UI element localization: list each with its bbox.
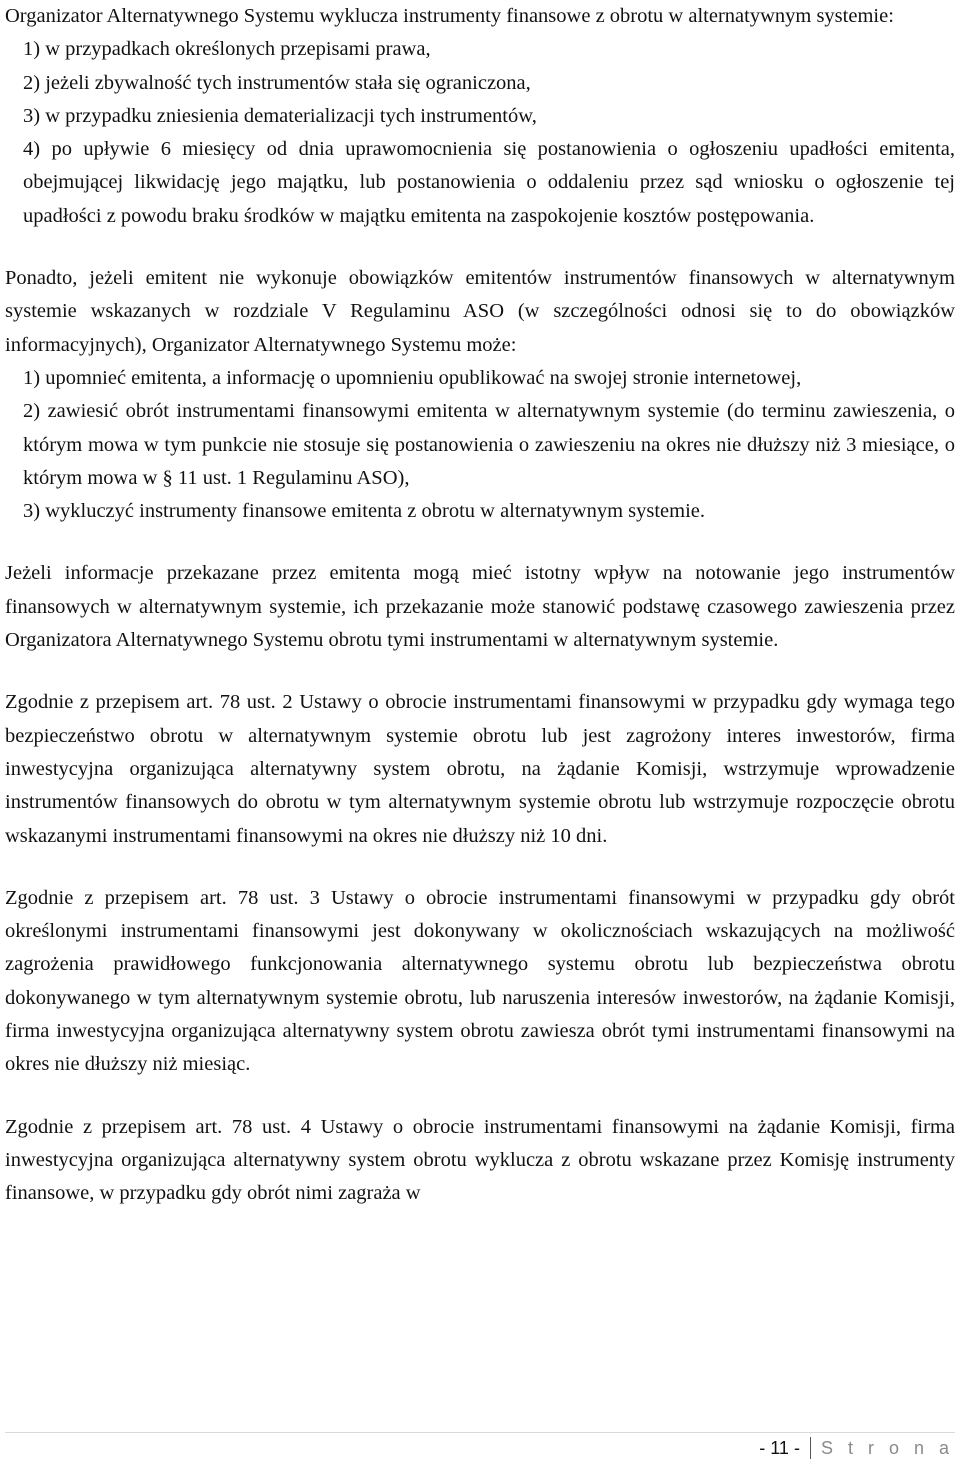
paragraph-art78-ust3: Zgodnie z przepisem art. 78 ust. 3 Ustawy o obrocie instrumentami finansowymi w przypadku gdy obrót określonymi instrumentami finansowymi jest dokonywany w okolicznościach wskazujących na możliwość zagrożenia prawidłowego funkcjonowania alternatywnego systemu obrotu lub bezpieczeństwa obrotu dokonywanego w tym alternatywnym systemie obrotu, lub naruszenia interesów inwestorów, na żądanie Komisji, firma inwestycyjna organizująca alternatywny system obrotu zawiesza obrót tymi instrumentami finansowymi na okres nie dłuższy niż miesiąc.	[5, 886, 955, 1076]
paragraph-art78-ust4: Zgodnie z przepisem art. 78 ust. 4 Ustawy o obrocie instrumentami finansowymi na żądanie Komisji, firma inwestycyjna organizująca alternatywny system obrotu wyklucza z obrotu wskazane przez Komisję instrumenty finansowe, w przypadku gdy obrót nimi zagraża w	[5, 1115, 955, 1205]
list-item: 4) po upływie 6 miesięcy od dnia uprawomocnienia się postanowienia o ogłoszeniu upadłości emitenta, obejmującej likwidację jego majątku, lub postanowienia o oddaleniu przez sąd wniosku o ogłoszenie tej upadłości z powodu braku środków w majątku emitenta na zaspokojenie kosztów postępowania.	[23, 138, 955, 227]
paragraph-exclusion-cases	[5, 0, 955, 233]
list-item: 1) w przypadkach określonych przepisami prawa,	[23, 38, 431, 61]
list-item: 1) upomnieć emitenta, a informację o upomnieniu opublikować na swojej stronie internetowej,	[23, 366, 802, 389]
list-item: 2) jeżeli zbywalność tych instrumentów stała się ograniczona,	[23, 71, 531, 94]
paragraph-information-suspension: Jeżeli informacje przekazane przez emitenta mogą mieć istotny wpływ na notowanie jego instrumentów finansowych w alternatywnym systemie, ich przekazanie może stanowić podstawę czasowego zawieszenia przez Organizatora Alternatywnego Systemu obrotu tymi instrumentami w alternatywnym systemie.	[5, 562, 955, 652]
page-number: - 11 -	[759, 1437, 800, 1458]
list-item: 3) wykluczyć instrumenty finansowe emitenta z obrotu w alternatywnym systemie.	[23, 500, 706, 523]
paragraph-obligations	[5, 262, 955, 528]
paragraph-art78-ust2: Zgodnie z przepisem art. 78 ust. 2 Ustawy o obrocie instrumentami finansowymi w przypadku gdy wymaga tego bezpieczeństwo obrotu w alternatywnym systemie obrotu lub jest zagrożony interes inwestorów, firma inwestycyjna organizująca alternatywny system obrotu, na żądanie Komisji, wstrzymuje wprowadzenie instrumentów finansowych do obrotu w tym alternatywnym systemie obrotu lub wstrzymuje rozpoczęcie obrotu wskazanymi instrumentami finansowymi na okres nie dłuższy niż 10 dni.	[5, 691, 955, 847]
paragraph-intro: Ponadto, jeżeli emitent nie wykonuje obowiązków emitentów instrumentów finansowych w alternatywnym systemie wskazanych w rozdziale V Regulaminu ASO (w szczególności odnosi się to do obowiązków informacyjnych), Organizator Alternatywnego Systemu może:	[5, 267, 955, 356]
list-item: 2) zawiesić obrót instrumentami finansowymi emitenta w alternatywnym systemie (do terminu zawieszenia, o którym mowa w tym punkcie nie stosuje się postanowienia o zawieszeniu na okres nie dłuższy niż 3 miesiące, o którym mowa w § 11 ust. 1 Regulaminu ASO),	[23, 400, 955, 489]
page-footer	[759, 1437, 954, 1459]
footer-separator	[810, 1437, 811, 1459]
footer-divider	[5, 1432, 955, 1433]
page-label: S t r o n a	[820, 1437, 954, 1458]
document-page	[5, 0, 955, 1211]
paragraph-intro: Organizator Alternatywnego Systemu wyklucza instrumenty finansowe z obrotu w alternatywnym systemie:	[5, 5, 894, 27]
list-item: 3) w przypadku zniesienia dematerializacji tych instrumentów,	[23, 104, 537, 127]
